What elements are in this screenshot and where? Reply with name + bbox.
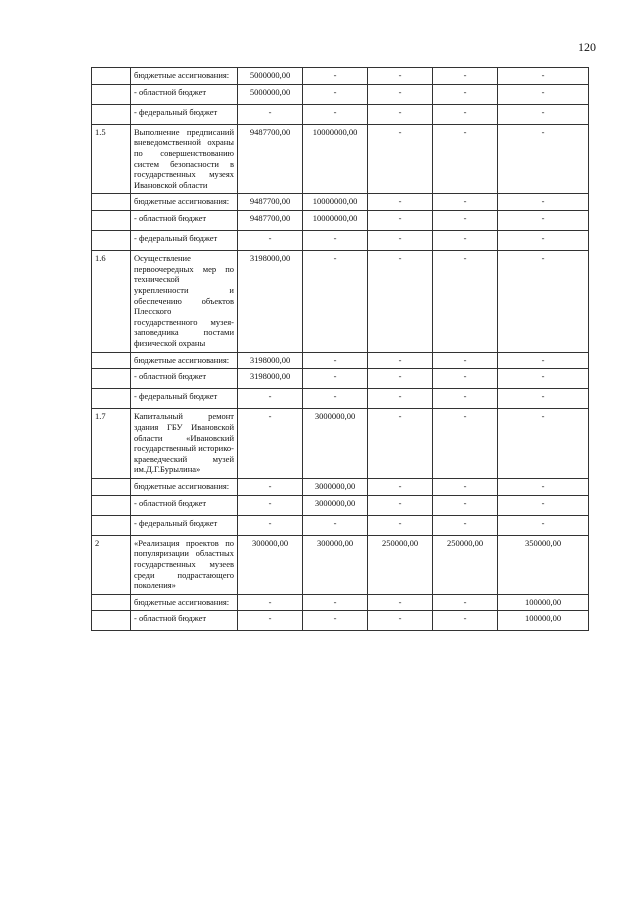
row-number (92, 369, 131, 389)
value-cell: - (368, 104, 433, 124)
value-cell: - (303, 515, 368, 535)
table-row (92, 84, 589, 104)
value-cell: - (368, 495, 433, 515)
value-cell: - (433, 389, 498, 409)
row-name: бюджетные ассигнования: (131, 479, 238, 496)
value-cell: 300000,00 (238, 535, 303, 594)
value-cell: - (498, 194, 589, 211)
value-cell: - (303, 68, 368, 85)
value-cell: 9487700,00 (238, 194, 303, 211)
value-cell: 5000000,00 (238, 68, 303, 85)
row-name: - областной бюджет (131, 611, 238, 631)
table-row (92, 479, 589, 496)
value-cell: - (368, 369, 433, 389)
value-cell: - (368, 352, 433, 369)
table-row (92, 594, 589, 611)
table-row (92, 211, 589, 231)
row-name: - областной бюджет (131, 84, 238, 104)
row-number: 2 (92, 535, 131, 594)
value-cell: - (433, 84, 498, 104)
value-cell: - (238, 594, 303, 611)
row-name: - федеральный бюджет (131, 104, 238, 124)
row-name: - областной бюджет (131, 211, 238, 231)
budget-table (91, 67, 589, 631)
table-row (92, 515, 589, 535)
table-row (92, 409, 589, 479)
value-cell: - (433, 515, 498, 535)
value-cell: - (433, 495, 498, 515)
value-cell: - (498, 389, 589, 409)
row-name: - федеральный бюджет (131, 231, 238, 251)
value-cell: - (238, 104, 303, 124)
value-cell: - (498, 84, 589, 104)
row-number (92, 495, 131, 515)
value-cell: - (498, 211, 589, 231)
table-row (92, 251, 589, 353)
value-cell: 250000,00 (433, 535, 498, 594)
value-cell: 10000000,00 (303, 124, 368, 194)
value-cell: - (433, 194, 498, 211)
value-cell: - (498, 515, 589, 535)
row-name: - федеральный бюджет (131, 389, 238, 409)
value-cell: - (238, 611, 303, 631)
row-number (92, 594, 131, 611)
value-cell: - (433, 211, 498, 231)
value-cell: 350000,00 (498, 535, 589, 594)
value-cell: 5000000,00 (238, 84, 303, 104)
value-cell: - (303, 352, 368, 369)
value-cell: - (498, 495, 589, 515)
value-cell: 3000000,00 (303, 495, 368, 515)
value-cell: 10000000,00 (303, 194, 368, 211)
table-row (92, 104, 589, 124)
value-cell: - (433, 104, 498, 124)
value-cell: - (303, 84, 368, 104)
value-cell: - (303, 611, 368, 631)
table-row (92, 231, 589, 251)
row-number: 1.5 (92, 124, 131, 194)
value-cell: - (498, 231, 589, 251)
row-number (92, 84, 131, 104)
row-number (92, 104, 131, 124)
value-cell: - (433, 352, 498, 369)
value-cell: - (368, 594, 433, 611)
row-name: «Реализация проектов по популяризации областных государственных музеев среди подрастающего поколения» (131, 535, 238, 594)
value-cell: - (433, 231, 498, 251)
value-cell: - (498, 369, 589, 389)
value-cell: - (238, 231, 303, 251)
value-cell: - (498, 352, 589, 369)
value-cell: - (238, 495, 303, 515)
row-name: - областной бюджет (131, 495, 238, 515)
value-cell: 9487700,00 (238, 211, 303, 231)
table-row (92, 124, 589, 194)
value-cell: - (498, 68, 589, 85)
table-row (92, 611, 589, 631)
value-cell: - (433, 479, 498, 496)
value-cell: - (368, 479, 433, 496)
row-name: бюджетные ассигнования: (131, 68, 238, 85)
row-number: 1.6 (92, 251, 131, 353)
row-number (92, 479, 131, 496)
value-cell: - (368, 389, 433, 409)
value-cell: - (433, 611, 498, 631)
value-cell: - (303, 251, 368, 353)
value-cell: 10000000,00 (303, 211, 368, 231)
value-cell: - (238, 389, 303, 409)
value-cell: - (303, 594, 368, 611)
table-row (92, 194, 589, 211)
value-cell: 100000,00 (498, 594, 589, 611)
row-name: Выполнение предписаний вневедомственной охраны по совершенствованию систем безопасности в государственных музеях Ивановской области (131, 124, 238, 194)
value-cell: - (368, 211, 433, 231)
row-name: бюджетные ассигнования: (131, 594, 238, 611)
value-cell: 250000,00 (368, 535, 433, 594)
value-cell: - (368, 611, 433, 631)
table-row (92, 495, 589, 515)
value-cell: - (368, 251, 433, 353)
value-cell: - (238, 515, 303, 535)
row-name: бюджетные ассигнования: (131, 352, 238, 369)
value-cell: - (368, 194, 433, 211)
row-number: 1.7 (92, 409, 131, 479)
value-cell: - (368, 515, 433, 535)
row-number (92, 68, 131, 85)
value-cell: - (498, 104, 589, 124)
value-cell: - (498, 409, 589, 479)
table-row (92, 535, 589, 594)
row-name: бюджетные ассигнования: (131, 194, 238, 211)
value-cell: - (303, 369, 368, 389)
value-cell: - (238, 409, 303, 479)
row-number (92, 389, 131, 409)
value-cell: - (433, 251, 498, 353)
value-cell: - (433, 369, 498, 389)
value-cell: 9487700,00 (238, 124, 303, 194)
page-number: 120 (578, 40, 596, 54)
row-number (92, 611, 131, 631)
value-cell: - (368, 409, 433, 479)
value-cell: - (368, 68, 433, 85)
value-cell: - (498, 124, 589, 194)
row-number (92, 352, 131, 369)
value-cell: - (433, 594, 498, 611)
table-row (92, 369, 589, 389)
table-row (92, 389, 589, 409)
value-cell: - (303, 104, 368, 124)
value-cell: 3000000,00 (303, 479, 368, 496)
value-cell: - (433, 409, 498, 479)
value-cell: - (433, 124, 498, 194)
value-cell: - (368, 84, 433, 104)
row-name: - федеральный бюджет (131, 515, 238, 535)
table-row (92, 352, 589, 369)
value-cell: 3198000,00 (238, 251, 303, 353)
value-cell: 3198000,00 (238, 369, 303, 389)
value-cell: - (498, 251, 589, 353)
row-number (92, 211, 131, 231)
value-cell: - (303, 389, 368, 409)
row-name: Осуществление первоочередных мер по технической укрепленности и обеспечению объектов Плесского государственного музея-заповедника постами физической охраны (131, 251, 238, 353)
value-cell: 3000000,00 (303, 409, 368, 479)
value-cell: - (238, 479, 303, 496)
value-cell: - (498, 479, 589, 496)
value-cell: - (368, 231, 433, 251)
value-cell: 100000,00 (498, 611, 589, 631)
row-name: - областной бюджет (131, 369, 238, 389)
row-number (92, 231, 131, 251)
value-cell: - (433, 68, 498, 85)
table-row (92, 68, 589, 85)
value-cell: 300000,00 (303, 535, 368, 594)
row-number (92, 194, 131, 211)
row-number (92, 515, 131, 535)
row-name: Капитальный ремонт здания ГБУ Ивановской области «Ивановский государственный историко-краеведческий музей им.Д.Г.Бурылина» (131, 409, 238, 479)
value-cell: - (303, 231, 368, 251)
value-cell: - (368, 124, 433, 194)
value-cell: 3198000,00 (238, 352, 303, 369)
